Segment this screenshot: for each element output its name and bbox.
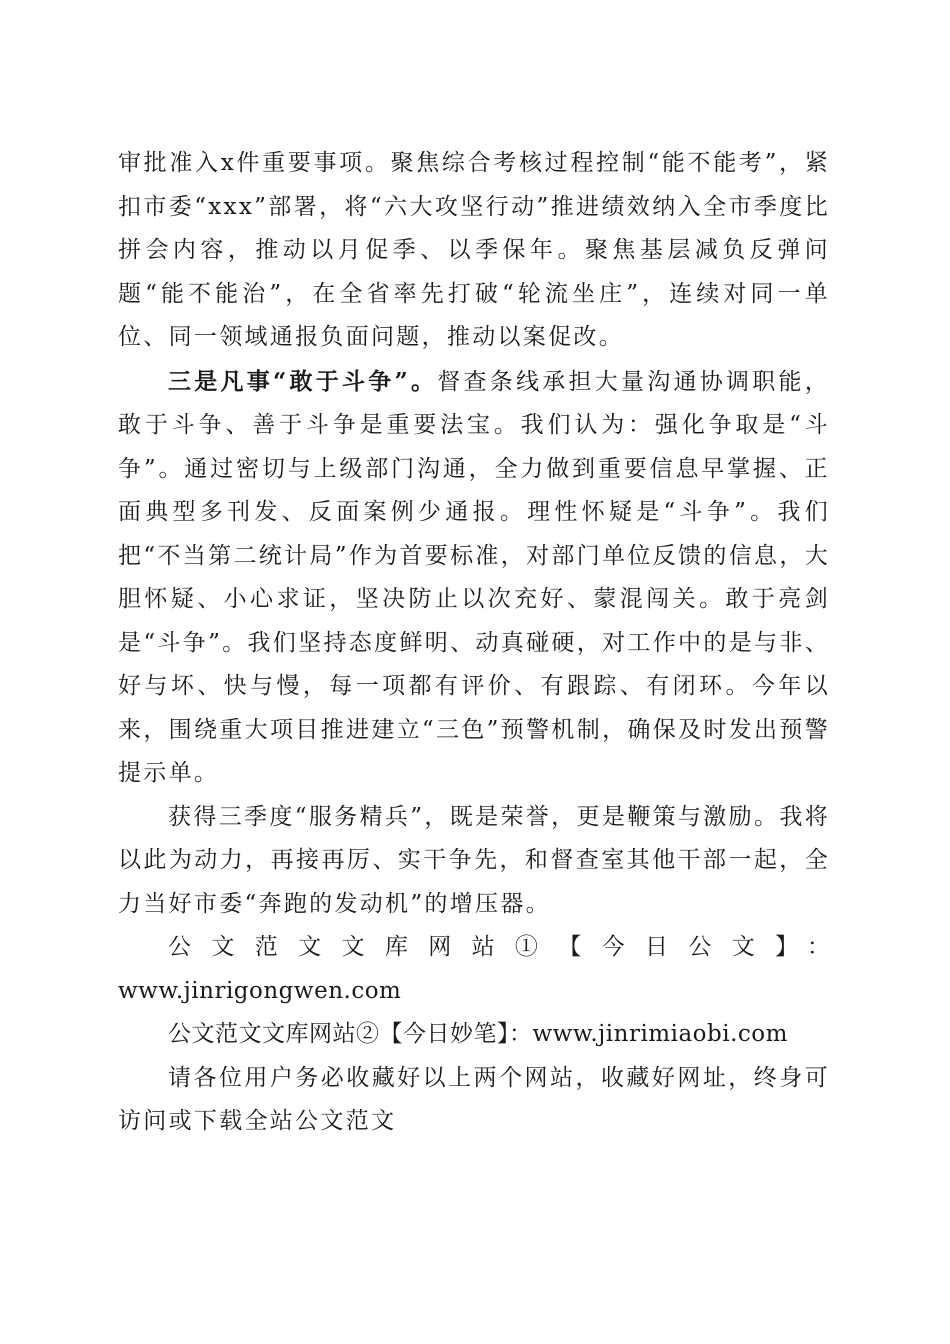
- paragraph-text: 督查条线承担大量沟通协调职能，敢于斗争、善于斗争是重要法宝。我们认为：强化争取是“斗争”。通过密切与上级部门沟通，全力做到重要信息早掌握、正面典型多刊发、反面案例少通报。理性怀疑是“斗争”。我们把“不当第二统计局”作为首要标准，对部门单位反馈的信息，大胆怀疑、小心求证，坚决防止以次充好、蒙混闯关。敢于亮剑是“斗争”。我们坚持态度鲜明、动真碰硬，对工作中的是与非、好与坏、快与慢，每一项都有评价、有跟踪、有闭环。今年以来，围绕重大项目推进建立“三色”预警机制，确保及时发出预警提示单。: [118, 368, 830, 786]
- paragraph-dare-to-struggle: [118, 360, 830, 796]
- bookmark-reminder: [118, 1057, 830, 1144]
- site1-label: 公文范文文库网站①【今日公文】：: [168, 934, 830, 960]
- site1-url-line: [118, 970, 830, 1014]
- paragraph-text: 审批准入x件重要事项。聚焦综合考核过程控制“能不能考”，紧扣市委“xxx”部署，将“六大攻坚行动”推进绩效纳入全市季度比拼会内容，推动以月促季、以季保年。聚焦基层减负反弹问题“能不能治”，在全省率先打破“轮流坐庄”，连续对同一单位、同一领域通报负面问题，推动以案促改。: [118, 150, 830, 350]
- paragraph-text: 获得三季度“服务精兵”，既是荣誉，更是鞭策与激励。我将以此为动力，再接再厉、实干争先，和督查室其他干部一起，全力当好市委“奔跑的发动机”的增压器。: [118, 803, 830, 917]
- paragraph-lead-heading: 三是凡事“敢于斗争”。: [168, 367, 438, 395]
- reminder-text: 请各位用户务必收藏好以上两个网站，收藏好网址，终身可访问或下载全站公文范文: [118, 1064, 830, 1134]
- site1-url: www.jinrigongwen.com: [118, 977, 402, 1004]
- paragraph-review-approval: [118, 142, 830, 360]
- paragraph-honor-statement: [118, 796, 830, 927]
- document-page: [118, 142, 830, 1144]
- site1-label-line: [118, 926, 830, 970]
- site2-label: 公文范文文库网站②【今日妙笔】：: [168, 1021, 533, 1047]
- site2-url: www.jinrimiaobi.com: [532, 1021, 788, 1047]
- site2-line: [118, 1013, 830, 1057]
